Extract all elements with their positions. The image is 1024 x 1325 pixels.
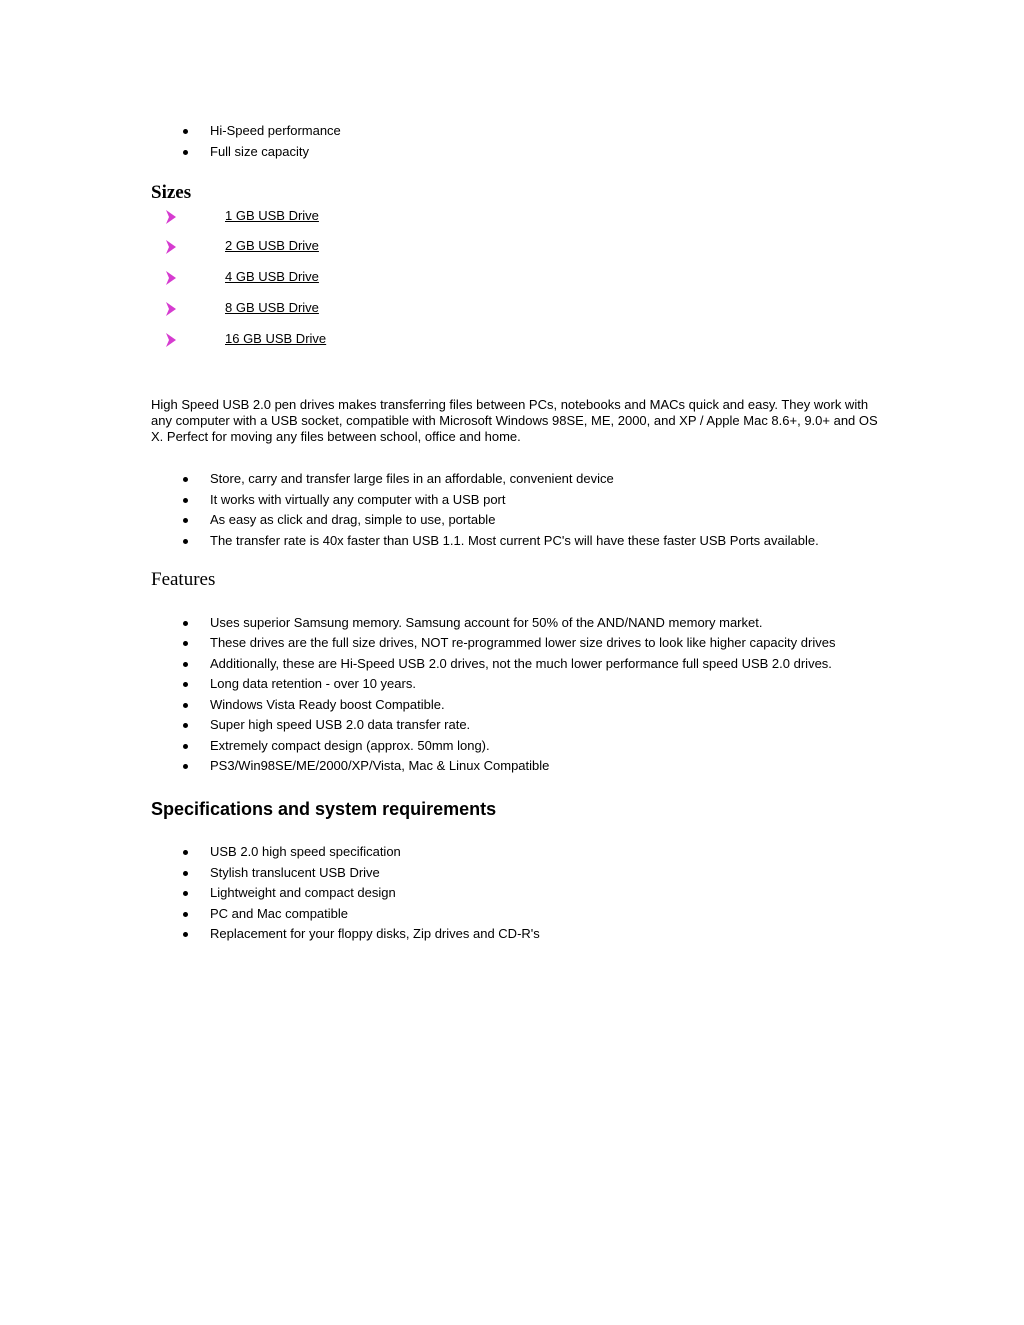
list-item-text: PC and Mac compatible bbox=[210, 905, 349, 921]
list-item bbox=[151, 844, 881, 860]
list-item bbox=[151, 238, 881, 269]
list-item-text: Windows Vista Ready boost Compatible. bbox=[210, 696, 445, 712]
list-item-text: Extremely compact design (approx. 50mm long). bbox=[210, 737, 490, 753]
list-item bbox=[151, 635, 881, 651]
benefits-bullet-list bbox=[151, 471, 881, 549]
list-item-text: Additionally, these are Hi-Speed USB 2.0 drives, not the much lower performance full speed USB 2.0 drives. bbox=[210, 655, 832, 671]
description-paragraph: High Speed USB 2.0 pen drives makes transferring files between PCs, notebooks and MACs quick and easy. They work with any computer with a USB socket, compatible with Microsoft Windows 98SE, ME, 2000, and XP / Apple Mac 8.6+, 9.0+ and OS X. Perfect for moving any files between school, office and home. bbox=[151, 397, 878, 445]
bullet-icon bbox=[183, 129, 188, 134]
list-item bbox=[151, 331, 881, 362]
bullet-icon bbox=[183, 871, 188, 876]
bullet-icon bbox=[183, 477, 188, 482]
size-link-1gb[interactable]: 1 GB USB Drive bbox=[225, 207, 319, 223]
list-item bbox=[151, 471, 881, 487]
bullet-icon bbox=[183, 764, 188, 769]
list-item-text: USB 2.0 high speed specification bbox=[210, 844, 401, 860]
list-item bbox=[151, 615, 881, 631]
specs-bullet-list bbox=[151, 844, 881, 942]
specs-heading: Specifications and system requirements bbox=[151, 799, 497, 820]
features-heading: Features bbox=[151, 568, 216, 590]
list-item bbox=[151, 269, 881, 300]
list-item-text: Hi-Speed performance bbox=[210, 123, 341, 138]
sizes-heading: Sizes bbox=[151, 181, 192, 203]
list-item bbox=[151, 717, 881, 733]
bullet-icon bbox=[183, 932, 188, 937]
pink-arrow-bullet-icon bbox=[165, 271, 177, 285]
list-item bbox=[151, 906, 881, 922]
intro-bullet-list bbox=[151, 123, 881, 160]
bullet-icon bbox=[183, 498, 188, 503]
list-item bbox=[151, 208, 881, 239]
bullet-icon bbox=[183, 703, 188, 708]
list-item bbox=[151, 865, 881, 881]
list-item-text: Full size capacity bbox=[210, 143, 309, 159]
list-item bbox=[151, 758, 881, 774]
document-page bbox=[151, 123, 881, 947]
size-link-8gb[interactable]: 8 GB USB Drive bbox=[225, 299, 319, 315]
bullet-icon bbox=[183, 850, 188, 855]
list-item-text: Long data retention - over 10 years. bbox=[210, 676, 416, 692]
bullet-icon bbox=[183, 621, 188, 626]
size-link-2gb[interactable]: 2 GB USB Drive bbox=[225, 238, 319, 254]
list-item-text: It works with virtually any computer with a USB port bbox=[210, 491, 506, 507]
list-item-text: The transfer rate is 40x faster than USB 1.1. Most current PC's will have these faster USB Ports available. bbox=[210, 532, 819, 548]
bullet-icon bbox=[183, 723, 188, 728]
bullet-icon bbox=[183, 662, 188, 667]
list-item-text: Stylish translucent USB Drive bbox=[210, 864, 380, 880]
pink-arrow-bullet-icon bbox=[165, 240, 177, 254]
size-link-16gb[interactable]: 16 GB USB Drive bbox=[225, 330, 327, 346]
bullet-icon bbox=[183, 744, 188, 749]
list-item bbox=[151, 300, 881, 331]
list-item-text: As easy as click and drag, simple to use, portable bbox=[210, 512, 496, 528]
list-item bbox=[151, 492, 881, 508]
list-item-text: Uses superior Samsung memory. Samsung account for 50% of the AND/NAND memory market. bbox=[210, 614, 763, 630]
bullet-icon bbox=[183, 891, 188, 896]
list-item-text: PS3/Win98SE/ME/2000/XP/Vista, Mac & Linux Compatible bbox=[210, 758, 550, 774]
list-item-text: These drives are the full size drives, NOT re-programmed lower size drives to look like higher capacity drives bbox=[210, 635, 836, 651]
sizes-link-list bbox=[151, 208, 881, 362]
list-item bbox=[151, 926, 881, 942]
list-item-text: Replacement for your floppy disks, Zip drives and CD-R's bbox=[210, 926, 540, 942]
pink-arrow-bullet-icon bbox=[165, 210, 177, 224]
bullet-icon bbox=[183, 150, 188, 155]
bullet-icon bbox=[183, 518, 188, 523]
features-bullet-list bbox=[151, 615, 881, 775]
list-item bbox=[151, 697, 881, 713]
list-item bbox=[151, 533, 881, 549]
list-item bbox=[151, 676, 881, 692]
bullet-icon bbox=[183, 912, 188, 917]
pink-arrow-bullet-icon bbox=[165, 333, 177, 347]
list-item bbox=[151, 512, 881, 528]
list-item-text: Lightweight and compact design bbox=[210, 885, 396, 901]
size-link-4gb[interactable]: 4 GB USB Drive bbox=[225, 269, 319, 285]
pink-arrow-bullet-icon bbox=[165, 302, 177, 316]
bullet-icon bbox=[183, 682, 188, 687]
list-item-text: Store, carry and transfer large files in an affordable, convenient device bbox=[210, 471, 614, 487]
list-item bbox=[151, 123, 881, 139]
list-item bbox=[151, 144, 881, 160]
list-item bbox=[151, 738, 881, 754]
bullet-icon bbox=[183, 539, 188, 544]
list-item-text: Super high speed USB 2.0 data transfer rate. bbox=[210, 717, 471, 733]
list-item bbox=[151, 885, 881, 901]
list-item bbox=[151, 656, 881, 672]
bullet-icon bbox=[183, 641, 188, 646]
